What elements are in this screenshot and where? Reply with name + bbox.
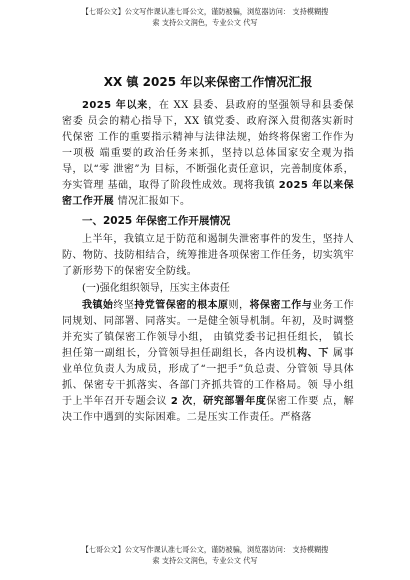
p3-bold-1: 我镇始 (82, 300, 114, 311)
p3-bold-6: 研究部署年度 (203, 396, 267, 407)
intro-bold-year: 2025 年以来 (82, 100, 149, 111)
p3-bold-4: 构、下 (297, 348, 330, 359)
intro-paragraph (62, 98, 354, 210)
p3-text-4: 属事业单位负责人为成员，形成了“一把手”负总责、分管领 导具体抓、保密专干抓落实、各部门齐抓共管的工作格局。领 导小组于上半年召开专题会议 (62, 348, 354, 407)
header-banner-line-1: 【七哥公文】公文写作课认准七哥公文，谨防被骗，浏览器访问： 支持模糊搜 (81, 7, 329, 16)
section-1-paragraph: 上半年，我镇立足于防范和遏制失泄密事件的发生，坚持人防、物防、技防相结合，统筹推进各项保密工作任务，切实筑牢了新形势下的保密安全防线。 (62, 234, 354, 277)
p3-bold-5: 2 次 (170, 396, 193, 407)
intro-bold-phrase: 2025 年以来保密工作开展 (62, 180, 354, 207)
section-heading-1: 一、2025 年保密工作开展情况 (82, 215, 231, 227)
header-banner-line-2: 索 支持公文润色，专业公文 代写 (152, 18, 258, 27)
p3-text-2: 则， (228, 300, 250, 311)
p3-text-6: 保密工作要 点，解决工作中遇到的实际困难。二是压实工作责任。严格落 (62, 396, 354, 423)
p3-text-3: 业务工作同规划、同部署、同落实。一是健全领导机制。年初，及时调整并充实了镇保密工作领导小组， 由镇党委书记担任组长， 镇长担任第一副组长，分管领导担任副组长，各内设机 (62, 300, 355, 359)
intro-text-2: 情况汇报如下。 (114, 196, 191, 207)
header-banner (0, 6, 410, 28)
subsection-heading-1: (一)强化组织领导，压实主体责任 (82, 283, 230, 294)
subsection-1-paragraph (62, 298, 354, 426)
footer-banner-line-1: 【七哥公文】公文写作课认准七哥公文，谨防被骗，浏览器访问： 支持模糊搜 (81, 545, 329, 554)
intro-text-1: ，在 XX 县委、县政府的坚强领导和县委保密委 员会的精心指导下，XX 镇党委、政府深入贯彻落实新时代保密 工作的重要指示精神与法律法规，始终将保密工作作为一项极 端重要的政治任务来抓，坚持以总体国家安全观为指导，以“零 泄密”为 目标，不断强化责任意识，完善制度体系，夯实管理 基础，取得了阶段性成效。现将我镇 (62, 100, 354, 191)
p3-text-5: ， (192, 396, 204, 407)
document-title: XX 镇 2025 年以来保密工作情况汇报 (103, 75, 313, 89)
footer-banner-line-2: 索 支持公文润色，专业公文 代写 (152, 556, 258, 565)
p3-bold-3: 将保密工作与 (249, 300, 313, 311)
p3-bold-2: 持党管保密的根本原 (134, 300, 229, 311)
p3-text-1: 终坚 (113, 300, 135, 311)
footer-banner (0, 544, 410, 566)
document-body (62, 74, 354, 426)
